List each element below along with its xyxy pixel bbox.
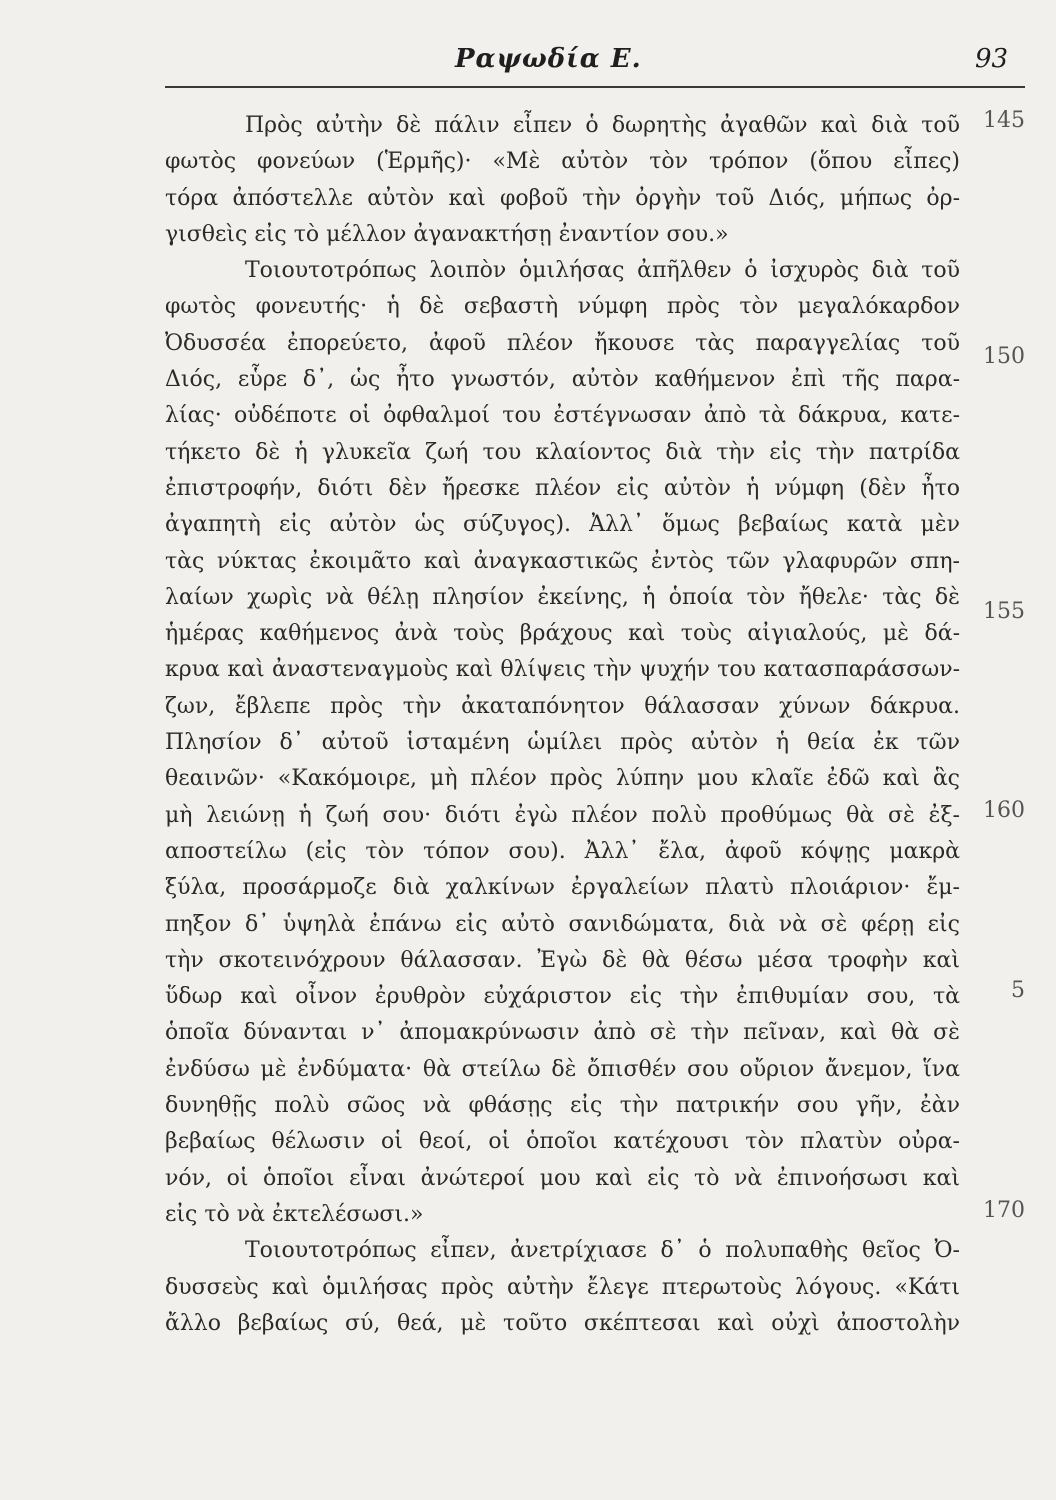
text-line: Ὀδυσσέα ἐπορεύετο, ἀφοῦ πλέον ἤκουσε τὰς παραγγελίας τοῦ [165, 330, 960, 356]
text-line: δυσσεὺς καὶ ὁμιλήσας πρὸς αὐτὴν ἔλεγε πτερωτοὺς λόγους. «Κάτι [165, 1274, 960, 1300]
running-title: Ραψωδία Ε. [455, 44, 642, 74]
text-line: αποστείλω (εἰς τὸν τόπον σου). Ἀλλ᾽ ἔλα, ἀφοῦ κόψῃς μακρὰ [165, 838, 960, 864]
text-line: ὁποῖα δύνανται ν᾽ ἀπομακρύνωσιν ἀπὸ σὲ τὴν πεῖναν, καὶ θὰ σὲ [165, 1020, 960, 1046]
text-line: θεαινῶν· «Κακόμοιρε, μὴ πλέον πρὸς λύπην μου κλαῖε ἐδῶ καὶ ἃς [165, 766, 960, 792]
text-line: ἐπιστροφήν, διότι δὲν ἤρεσκε πλέον εἰς αὐτὸν ἡ νύμφη (δὲν ἦτο [165, 475, 960, 501]
text-line: νόν, οἱ ὁποῖοι εἶναι ἀνώτεροί μου καὶ εἰς τὸ νὰ ἐπινοήσωσι καὶ [165, 1165, 960, 1191]
verse-number: 5 [1011, 978, 1025, 1003]
text-line: πηξον δ᾽ ὑψηλὰ ἐπάνω εἰς αὐτὸ σανιδώματα, διὰ νὰ σὲ φέρῃ εἰς [165, 911, 960, 937]
verse-number: 155 [983, 599, 1025, 624]
text-line: ζων, ἔβλεπε πρὸς τὴν ἀκαταπόνητον θάλασσαν χύνων δάκρυα. [165, 693, 960, 719]
text-line: βεβαίως θέλωσιν οἱ θεοί, οἱ ὁποῖοι κατέχουσι τὸν πλατὺν οὐρα- [165, 1129, 960, 1155]
text-line: τήκετο δὲ ἡ γλυκεῖα ζωή του κλαίοντος διὰ τὴν εἰς τὴν πατρίδα [165, 439, 960, 465]
text-line: ἀγαπητὴ εἰς αὐτὸν ὡς σύζυγος). Ἀλλ᾽ ὅμως βεβαίως κατὰ μὲν [165, 512, 960, 538]
text-line: κρυα καὶ ἀναστεναγμοὺς καὶ θλίψεις τὴν ψυχήν του κατασπαράσσων- [165, 657, 960, 683]
text-line: τὰς νύκτας ἐκοιμᾶτο καὶ ἀναγκαστικῶς ἐντὸς τῶν γλαφυρῶν σπη- [165, 548, 960, 574]
text-line: ἄλλο βεβαίως σύ, θεά, μὲ τοῦτο σκέπτεσαι καὶ οὐχὶ ἀποστολὴν [165, 1310, 960, 1336]
text-line: μὴ λειώνῃ ἡ ζωή σου· διότι ἐγὼ πλέον πολὺ προθύμως θὰ σὲ ἐξ- [165, 802, 960, 828]
text-line: λίας· οὐδέποτε οἱ ὀφθαλμοί του ἐστέγνωσαν ἀπὸ τὰ δάκρυα, κατε- [165, 403, 960, 429]
text-line: εἰς τὸ νὰ ἐκτελέσωσι.» [165, 1201, 424, 1227]
text-line: Τοιουτοτρόπως εἶπεν, ἀνετρίχιασε δ᾽ ὁ πολυπαθὴς θεῖος Ὀ- [245, 1238, 960, 1264]
text-line: Διός, εὗρε δ᾽, ὡς ἦτο γνωστόν, αὐτὸν καθήμενον ἐπὶ τῆς παρα- [165, 367, 960, 393]
verse-number: 160 [983, 798, 1025, 823]
text-line: φωτὸς φονεύων (Ἑρμῆς)· «Μὲ αὐτὸν τὸν τρόπον (ὅπου εἶπες) [165, 149, 960, 175]
text-line: ἐνδύσω μὲ ἐνδύματα· θὰ στείλω δὲ ὄπισθέν σου οὔριον ἄνεμον, ἵνα [165, 1056, 960, 1082]
verse-number: 150 [983, 344, 1025, 369]
text-line: ὕδωρ καὶ οἶνον ἐρυθρὸν εὐχάριστον εἰς τὴν ἐπιθυμίαν σου, τὰ [165, 984, 960, 1010]
text-line: γισθεὶς εἰς τὸ μέλλον ἀγανακτήσῃ ἐναντίον σου.» [165, 221, 729, 247]
text-line: Πρὸς αὐτὴν δὲ πάλιν εἶπεν ὁ δωρητὴς ἀγαθῶν καὶ διὰ τοῦ [245, 113, 960, 138]
text-line: Πλησίον δ᾽ αὐτοῦ ἱσταμένη ὡμίλει πρὸς αὐτὸν ἡ θεία ἐκ τῶν [165, 730, 960, 756]
text-line: λαίων χωρὶς νὰ θέλῃ πλησίον ἐκείνης, ἡ ὁποία τὸν ἤθελε· τὰς δὲ [165, 584, 960, 610]
page-header [165, 44, 1025, 94]
text-line: τόρα ἀπόστελλε αὐτὸν καὶ φοβοῦ τὴν ὀργὴν τοῦ Διός, μήπως ὀρ- [165, 185, 960, 211]
text-line: φωτὸς φονευτής· ἡ δὲ σεβαστὴ νύμφη πρὸς τὸν μεγαλόκαρδον [165, 294, 960, 320]
header-rule [165, 86, 1025, 88]
text-line: ἡμέρας καθήμενος ἀνὰ τοὺς βράχους καὶ τοὺς αἰγιαλούς, μὲ δά- [165, 621, 960, 647]
text-line: ξύλα, προσάρμοζε διὰ χαλκίνων ἐργαλείων πλατὺ πλοιάριον· ἔμ- [165, 875, 960, 901]
text-line: δυνηθῇς πολὺ σῶος νὰ φθάσῃς εἰς τὴν πατρικήν σου γῆν, ἐὰν [165, 1093, 960, 1119]
verse-number: 170 [983, 1198, 1025, 1223]
verse-number: 145 [983, 108, 1025, 133]
text-line: Τοιουτοτρόπως λοιπὸν ὁμιλήσας ἀπῆλθεν ὁ ἰσχυρὸς διὰ τοῦ [245, 258, 960, 284]
text-line: τὴν σκοτεινόχρουν θάλασσαν. Ἐγὼ δὲ θὰ θέσω μέσα τροφὴν καὶ [165, 947, 960, 973]
page-number: 93 [975, 44, 1009, 74]
body-text [165, 108, 960, 1342]
